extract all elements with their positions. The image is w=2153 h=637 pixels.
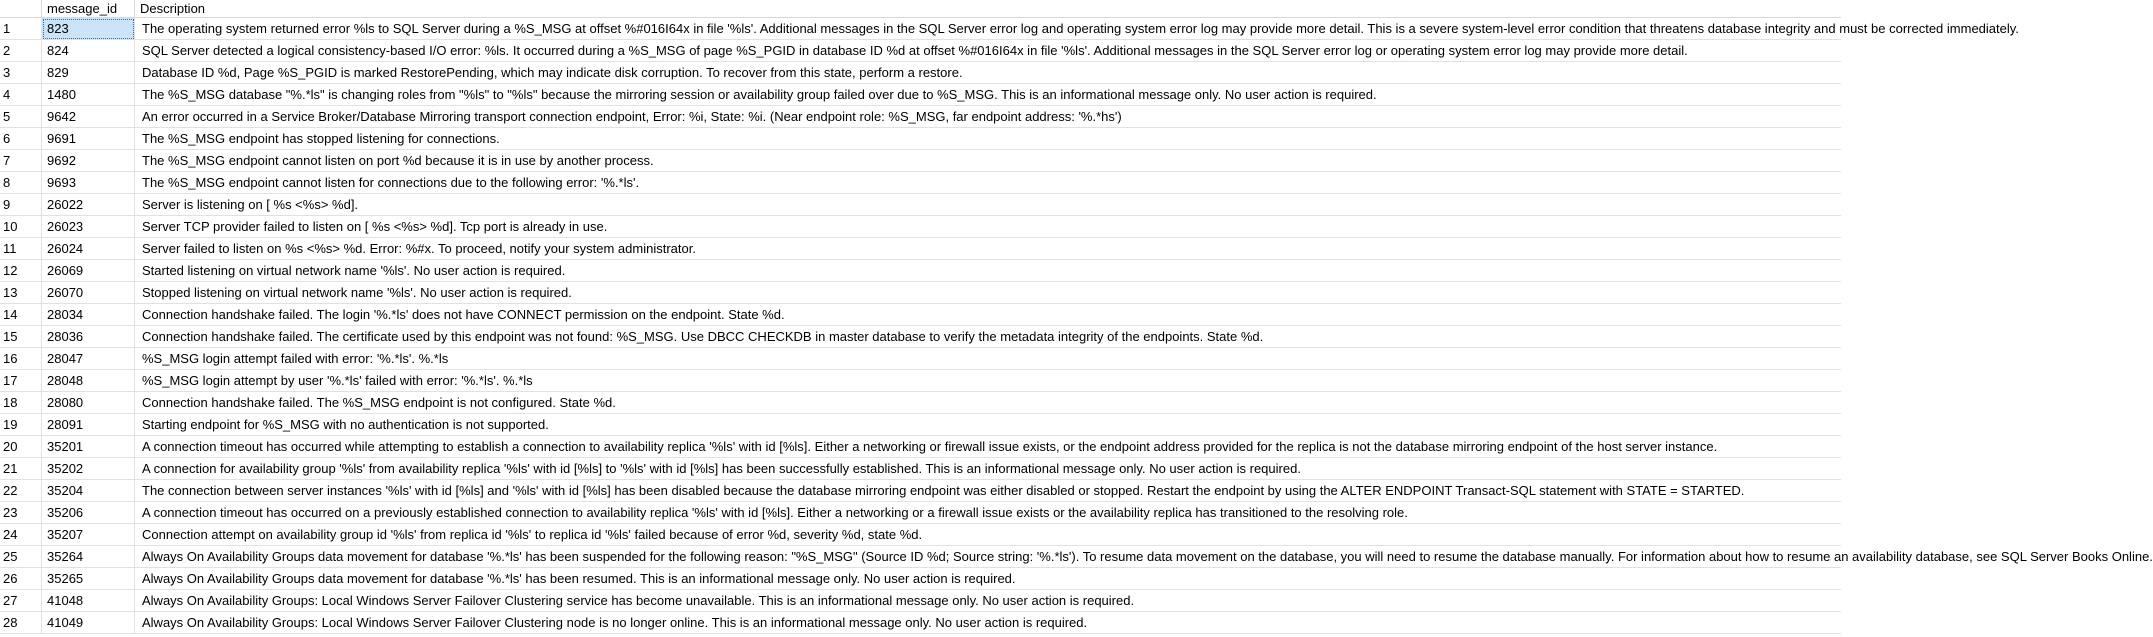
- description-cell[interactable]: The operating system returned error %ls to SQL Server during a %S_MSG at offset %#016I64x in file '%ls'. Additional messages in the SQL Server error log and operating system error log may provide more detail. This is a severe system-level error condition that threatens database integrity and must be corrected immediately.: [135, 18, 1841, 40]
- message-id-cell[interactable]: 28036: [42, 326, 135, 348]
- table-row[interactable]: [0, 370, 1841, 392]
- row-number[interactable]: 19: [0, 414, 42, 436]
- description-cell[interactable]: Starting endpoint for %S_MSG with no authentication is not supported.: [135, 414, 1841, 436]
- message-id-cell[interactable]: 9693: [42, 172, 135, 194]
- grid-rows: [0, 18, 2153, 634]
- description-cell[interactable]: Connection handshake failed. The certificate used by this endpoint was not found: %S_MSG. Use DBCC CHECKDB in master database to verify the metadata integrity of the endpoints. State %d.: [135, 326, 1841, 348]
- description-cell[interactable]: A connection timeout has occurred on a previously established connection to availability replica '%ls' with id [%ls]. Either a networking or a firewall issue exists or the availability replica has transitioned to the resolving role.: [135, 502, 1841, 524]
- description-cell[interactable]: The %S_MSG endpoint has stopped listening for connections.: [135, 128, 1841, 150]
- table-row[interactable]: [0, 502, 1841, 524]
- description-cell[interactable]: Database ID %d, Page %S_PGID is marked RestorePending, which may indicate disk corruption. To recover from this state, perform a restore.: [135, 62, 1841, 84]
- table-row[interactable]: [0, 106, 1841, 128]
- description-cell[interactable]: %S_MSG login attempt by user '%.*ls' failed with error: '%.*ls'. %.*ls: [135, 370, 1841, 392]
- message-id-cell[interactable]: 35207: [42, 524, 135, 546]
- table-row[interactable]: [0, 172, 1841, 194]
- row-number[interactable]: 7: [0, 150, 42, 172]
- message-id-cell[interactable]: 26024: [42, 238, 135, 260]
- table-row[interactable]: [0, 414, 1841, 436]
- table-row[interactable]: [0, 260, 1841, 282]
- description-cell[interactable]: Started listening on virtual network name '%ls'. No user action is required.: [135, 260, 1841, 282]
- message-id-cell[interactable]: 28080: [42, 392, 135, 414]
- row-number-header[interactable]: [0, 0, 42, 17]
- table-row[interactable]: [0, 18, 2019, 40]
- description-cell[interactable]: The %S_MSG endpoint cannot listen for connections due to the following error: '%.*ls'.: [135, 172, 1841, 194]
- description-cell[interactable]: Connection attempt on availability group id '%ls' from replica id '%ls' to replica id '%ls' failed because of error %d, severity %d, state %d.: [135, 524, 1841, 546]
- message-id-cell[interactable]: 829: [42, 62, 135, 84]
- description-cell[interactable]: Server TCP provider failed to listen on [ %s <%s> %d]. Tcp port is already in use.: [135, 216, 1841, 238]
- row-number[interactable]: 25: [0, 546, 42, 568]
- message-id-cell[interactable]: 26022: [42, 194, 135, 216]
- message-id-cell[interactable]: 41048: [42, 590, 135, 612]
- row-number[interactable]: 18: [0, 392, 42, 414]
- table-row[interactable]: [0, 62, 1841, 84]
- table-row[interactable]: [0, 524, 1841, 546]
- description-cell[interactable]: Always On Availability Groups: Local Windows Server Failover Clustering service has become unavailable. This is an informational message only. No user action is required.: [135, 590, 1841, 612]
- row-number[interactable]: 4: [0, 84, 42, 106]
- description-cell[interactable]: Always On Availability Groups data movement for database '%.*ls' has been suspended for the following reason: "%S_MSG" (Source ID %d; Source string: '%.*ls'). To resume data movement on the database, you will need to resume the database manually. For information about how to resume an availability database, see SQL Server Books Online.: [135, 546, 1841, 568]
- description-cell[interactable]: The connection between server instances '%ls' with id [%ls] and '%ls' with id [%ls] has been disabled because the database mirroring endpoint was either disabled or stopped. Restart the endpoint by using the ALTER ENDPOINT Transact-SQL statement with STATE = STARTED.: [135, 480, 1841, 502]
- message-id-cell[interactable]: 1480: [42, 84, 135, 106]
- row-number[interactable]: 15: [0, 326, 42, 348]
- message-id-cell[interactable]: 35202: [42, 458, 135, 480]
- description-cell[interactable]: %S_MSG login attempt failed with error: '%.*ls'. %.*ls: [135, 348, 1841, 370]
- message-id-cell[interactable]: 28091: [42, 414, 135, 436]
- description-cell[interactable]: Always On Availability Groups: Local Windows Server Failover Clustering node is no longer online. This is an informational message only. No user action is required.: [135, 612, 1841, 634]
- description-cell[interactable]: A connection timeout has occurred while attempting to establish a connection to availability replica '%ls' with id [%ls]. Either a networking or firewall issue exists, or the endpoint address provided for the replica is not the database mirroring endpoint of the host server instance.: [135, 436, 1841, 458]
- message-id-cell[interactable]: 35204: [42, 480, 135, 502]
- message-id-cell[interactable]: 26023: [42, 216, 135, 238]
- table-row[interactable]: [0, 150, 1841, 172]
- message-id-cell[interactable]: 26069: [42, 260, 135, 282]
- row-number[interactable]: 20: [0, 436, 42, 458]
- row-number[interactable]: 11: [0, 238, 42, 260]
- row-number[interactable]: 22: [0, 480, 42, 502]
- table-row[interactable]: [0, 348, 1841, 370]
- table-row[interactable]: [0, 546, 2153, 568]
- description-cell[interactable]: Connection handshake failed. The login '%.*ls' does not have CONNECT permission on the endpoint. State %d.: [135, 304, 1841, 326]
- row-number[interactable]: 21: [0, 458, 42, 480]
- row-number[interactable]: 23: [0, 502, 42, 524]
- row-number[interactable]: 17: [0, 370, 42, 392]
- message-id-cell[interactable]: 824: [42, 40, 135, 62]
- message-id-cell[interactable]: 28034: [42, 304, 135, 326]
- row-number[interactable]: 12: [0, 260, 42, 282]
- table-row[interactable]: [0, 84, 1841, 106]
- column-header-description[interactable]: Description: [140, 1, 206, 16]
- row-number[interactable]: 16: [0, 348, 42, 370]
- row-number[interactable]: 6: [0, 128, 42, 150]
- table-row[interactable]: [0, 568, 1841, 590]
- row-number[interactable]: 10: [0, 216, 42, 238]
- table-row[interactable]: [0, 128, 1841, 150]
- column-header-message-id[interactable]: message_id: [42, 0, 135, 17]
- description-cell[interactable]: Server failed to listen on %s <%s> %d. Error: %#x. To proceed, notify your system administrator.: [135, 238, 1841, 260]
- row-number[interactable]: 24: [0, 524, 42, 546]
- row-number[interactable]: 5: [0, 106, 42, 128]
- row-number[interactable]: 13: [0, 282, 42, 304]
- description-cell[interactable]: Server is listening on [ %s <%s> %d].: [135, 194, 1841, 216]
- row-number[interactable]: 2: [0, 40, 42, 62]
- table-row[interactable]: [0, 436, 1841, 458]
- table-row[interactable]: [0, 458, 1841, 480]
- grid-header: [0, 0, 1841, 18]
- description-cell[interactable]: A connection for availability group '%ls' from availability replica '%ls' with id [%ls] to '%ls' with id [%ls] has been successfully established. This is an informational message only. No user action is required.: [135, 458, 1841, 480]
- table-row[interactable]: [0, 238, 1841, 260]
- table-row[interactable]: [0, 612, 1841, 634]
- message-id-cell[interactable]: 26070: [42, 282, 135, 304]
- description-cell[interactable]: Stopped listening on virtual network name '%ls'. No user action is required.: [135, 282, 1841, 304]
- table-row[interactable]: [0, 480, 1841, 502]
- description-cell[interactable]: The %S_MSG database "%.*ls" is changing roles from "%ls" to "%ls" because the mirroring session or availability group failed over due to %S_MSG. This is an informational message only. No user action is required.: [135, 84, 1841, 106]
- row-number[interactable]: 26: [0, 568, 42, 590]
- row-number[interactable]: 8: [0, 172, 42, 194]
- message-id-cell[interactable]: 28048: [42, 370, 135, 392]
- description-cell[interactable]: An error occurred in a Service Broker/Database Mirroring transport connection endpoint, Error: %i, State: %i. (Near endpoint role: %S_MSG, far endpoint address: '%.*hs'): [135, 106, 1841, 128]
- table-row[interactable]: [0, 392, 1841, 414]
- table-row[interactable]: [0, 40, 1841, 62]
- message-id-cell[interactable]: 35264: [42, 546, 135, 568]
- message-id-cell[interactable]: 35206: [42, 502, 135, 524]
- message-id-cell[interactable]: 41049: [42, 612, 135, 634]
- message-id-cell[interactable]: 28047: [42, 348, 135, 370]
- table-row[interactable]: [0, 282, 1841, 304]
- row-number[interactable]: 27: [0, 590, 42, 612]
- message-id-cell[interactable]: 9691: [42, 128, 135, 150]
- message-id-cell[interactable]: 35265: [42, 568, 135, 590]
- table-row[interactable]: [0, 590, 1841, 612]
- description-cell[interactable]: SQL Server detected a logical consistency-based I/O error: %ls. It occurred during a %S_MSG of page %S_PGID in database ID %d at offset %#016I64x in file '%ls'. Additional messages in the SQL Server error log or operating system error log may provide more detail.: [135, 40, 1841, 62]
- row-number[interactable]: 1: [0, 18, 42, 40]
- table-row[interactable]: [0, 326, 1841, 348]
- table-row[interactable]: [0, 194, 1841, 216]
- description-cell[interactable]: The %S_MSG endpoint cannot listen on port %d because it is in use by another process.: [135, 150, 1841, 172]
- message-id-cell[interactable]: 823: [42, 18, 135, 40]
- message-id-cell[interactable]: 9692: [42, 150, 135, 172]
- table-row[interactable]: [0, 304, 1841, 326]
- description-cell[interactable]: Connection handshake failed. The %S_MSG endpoint is not configured. State %d.: [135, 392, 1841, 414]
- table-row[interactable]: [0, 216, 1841, 238]
- message-id-cell[interactable]: 9642: [42, 106, 135, 128]
- row-number[interactable]: 14: [0, 304, 42, 326]
- description-cell[interactable]: Always On Availability Groups data movement for database '%.*ls' has been resumed. This is an informational message only. No user action is required.: [135, 568, 1841, 590]
- row-number[interactable]: 3: [0, 62, 42, 84]
- message-id-cell[interactable]: 35201: [42, 436, 135, 458]
- row-number[interactable]: 28: [0, 612, 42, 634]
- row-number[interactable]: 9: [0, 194, 42, 216]
